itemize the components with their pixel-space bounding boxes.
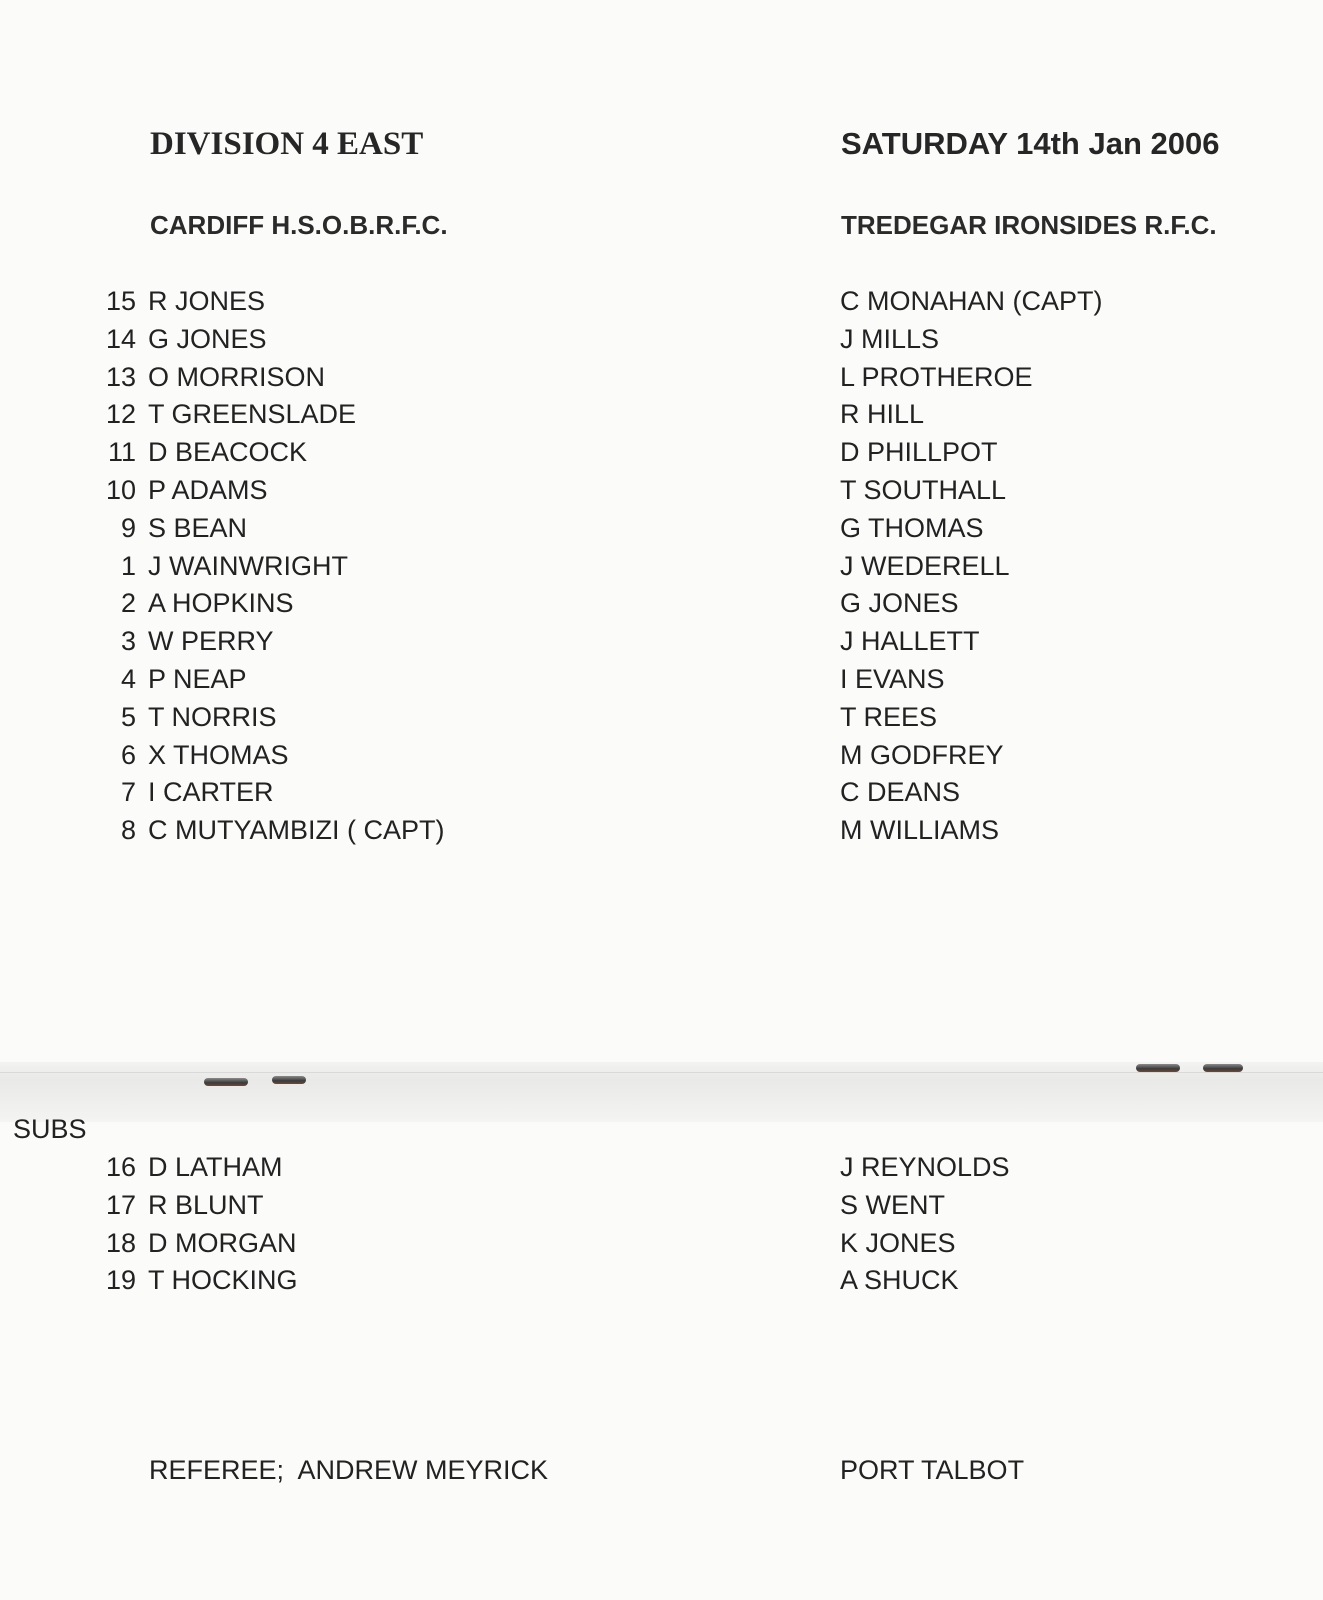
- away-sub-row: K JONES: [840, 1227, 956, 1258]
- away-player-row: J HALLETT: [840, 626, 980, 657]
- shirt-number: 6: [120, 739, 136, 770]
- away-player-row: J WEDERELL: [840, 550, 1010, 581]
- player-name: W PERRY: [148, 626, 274, 657]
- player-name: O MORRISON: [148, 361, 326, 392]
- player-name: X THOMAS: [148, 739, 289, 770]
- away-player-row: M WILLIAMS: [840, 815, 1000, 846]
- shirt-number: 14: [105, 323, 136, 354]
- home-player-row: [96, 513, 247, 543]
- away-team-name: TREDEGAR IRONSIDES R.F.C.: [841, 210, 1217, 240]
- shirt-number: 9: [120, 512, 136, 543]
- player-name: S BEAN: [148, 512, 248, 543]
- player-name: I CARTER: [148, 777, 274, 808]
- away-sub-row: A SHUCK: [840, 1265, 959, 1296]
- home-sub-row: [96, 1228, 297, 1258]
- referee: REFEREE; ANDREW MEYRICK: [149, 1455, 549, 1485]
- away-sub-row: S WENT: [840, 1189, 945, 1220]
- away-player-row: I EVANS: [840, 664, 945, 694]
- player-name: T HOCKING: [148, 1265, 298, 1296]
- shirt-number: 4: [120, 664, 136, 694]
- away-player-row: C DEANS: [840, 777, 961, 808]
- division-title: DIVISION 4 EAST: [150, 126, 424, 162]
- home-player-row: [96, 815, 445, 845]
- player-name: J WAINWRIGHT: [148, 550, 348, 581]
- player-name: D BEACOCK: [148, 437, 308, 468]
- player-name: P ADAMS: [148, 475, 268, 505]
- home-player-row: [96, 740, 289, 770]
- home-player-row: [96, 362, 325, 392]
- away-player-row: G THOMAS: [840, 512, 984, 543]
- home-player-row: [96, 702, 277, 732]
- player-name: D LATHAM: [148, 1152, 283, 1182]
- home-player-row: [96, 437, 307, 467]
- home-player-row: [96, 399, 356, 429]
- away-player-row: R HILL: [840, 399, 925, 430]
- away-player-row: T REES: [840, 701, 938, 732]
- shirt-number: 12: [105, 399, 136, 430]
- home-player-row: [96, 324, 267, 354]
- staple-mark: [204, 1078, 248, 1086]
- away-player-row: L PROTHEROE: [840, 361, 1033, 392]
- home-sub-row: [96, 1152, 283, 1182]
- home-player-row: [96, 475, 268, 505]
- shirt-number: 5: [120, 701, 136, 732]
- player-name: R BLUNT: [148, 1189, 264, 1220]
- shirt-number: 13: [105, 361, 136, 392]
- away-player-row: T SOUTHALL: [840, 475, 1007, 505]
- subs-label: SUBS: [13, 1114, 87, 1144]
- home-sub-row: [96, 1265, 298, 1295]
- staple-mark: [272, 1076, 306, 1084]
- shirt-number: 7: [120, 777, 136, 808]
- home-player-row: [96, 626, 274, 656]
- away-player-row: C MONAHAN (CAPT): [840, 286, 1103, 316]
- shirt-number: 16: [105, 1152, 136, 1182]
- match-date: SATURDAY 14th Jan 2006: [841, 126, 1220, 161]
- away-player-row: D PHILLPOT: [840, 437, 998, 468]
- home-team-name: CARDIFF H.S.O.B.R.F.C.: [150, 210, 448, 240]
- paper-fold: [0, 1062, 1323, 1122]
- player-name: T NORRIS: [148, 701, 277, 732]
- home-sub-row: [96, 1190, 264, 1220]
- shirt-number: 11: [107, 437, 136, 468]
- player-name: D MORGAN: [148, 1227, 297, 1258]
- player-name: G JONES: [148, 323, 267, 354]
- shirt-number: 1: [120, 550, 136, 581]
- home-player-row: [96, 551, 348, 581]
- away-player-row: J MILLS: [840, 323, 940, 354]
- shirt-number: 15: [105, 286, 136, 316]
- home-player-row: [96, 664, 247, 694]
- player-name: P NEAP: [148, 664, 247, 694]
- staple-mark: [1136, 1064, 1180, 1072]
- home-player-row: [96, 286, 265, 316]
- shirt-number: 10: [105, 475, 136, 505]
- shirt-number: 17: [105, 1189, 136, 1220]
- away-player-row: G JONES: [840, 588, 959, 619]
- shirt-number: 19: [105, 1265, 136, 1296]
- shirt-number: 2: [120, 588, 136, 619]
- home-player-row: [96, 588, 294, 618]
- player-name: R JONES: [148, 286, 266, 316]
- referee-society: PORT TALBOT: [840, 1455, 1025, 1485]
- player-name: T GREENSLADE: [148, 399, 357, 430]
- away-player-row: M GODFREY: [840, 739, 1004, 770]
- shirt-number: 18: [105, 1227, 136, 1258]
- staple-mark: [1203, 1064, 1243, 1072]
- player-name: C MUTYAMBIZI ( CAPT): [148, 815, 445, 846]
- player-name: A HOPKINS: [148, 588, 294, 619]
- home-player-row: [96, 777, 274, 807]
- away-sub-row: J REYNOLDS: [840, 1152, 1010, 1182]
- fold-crease: [0, 1072, 1323, 1073]
- shirt-number: 8: [120, 815, 136, 846]
- shirt-number: 3: [120, 626, 136, 657]
